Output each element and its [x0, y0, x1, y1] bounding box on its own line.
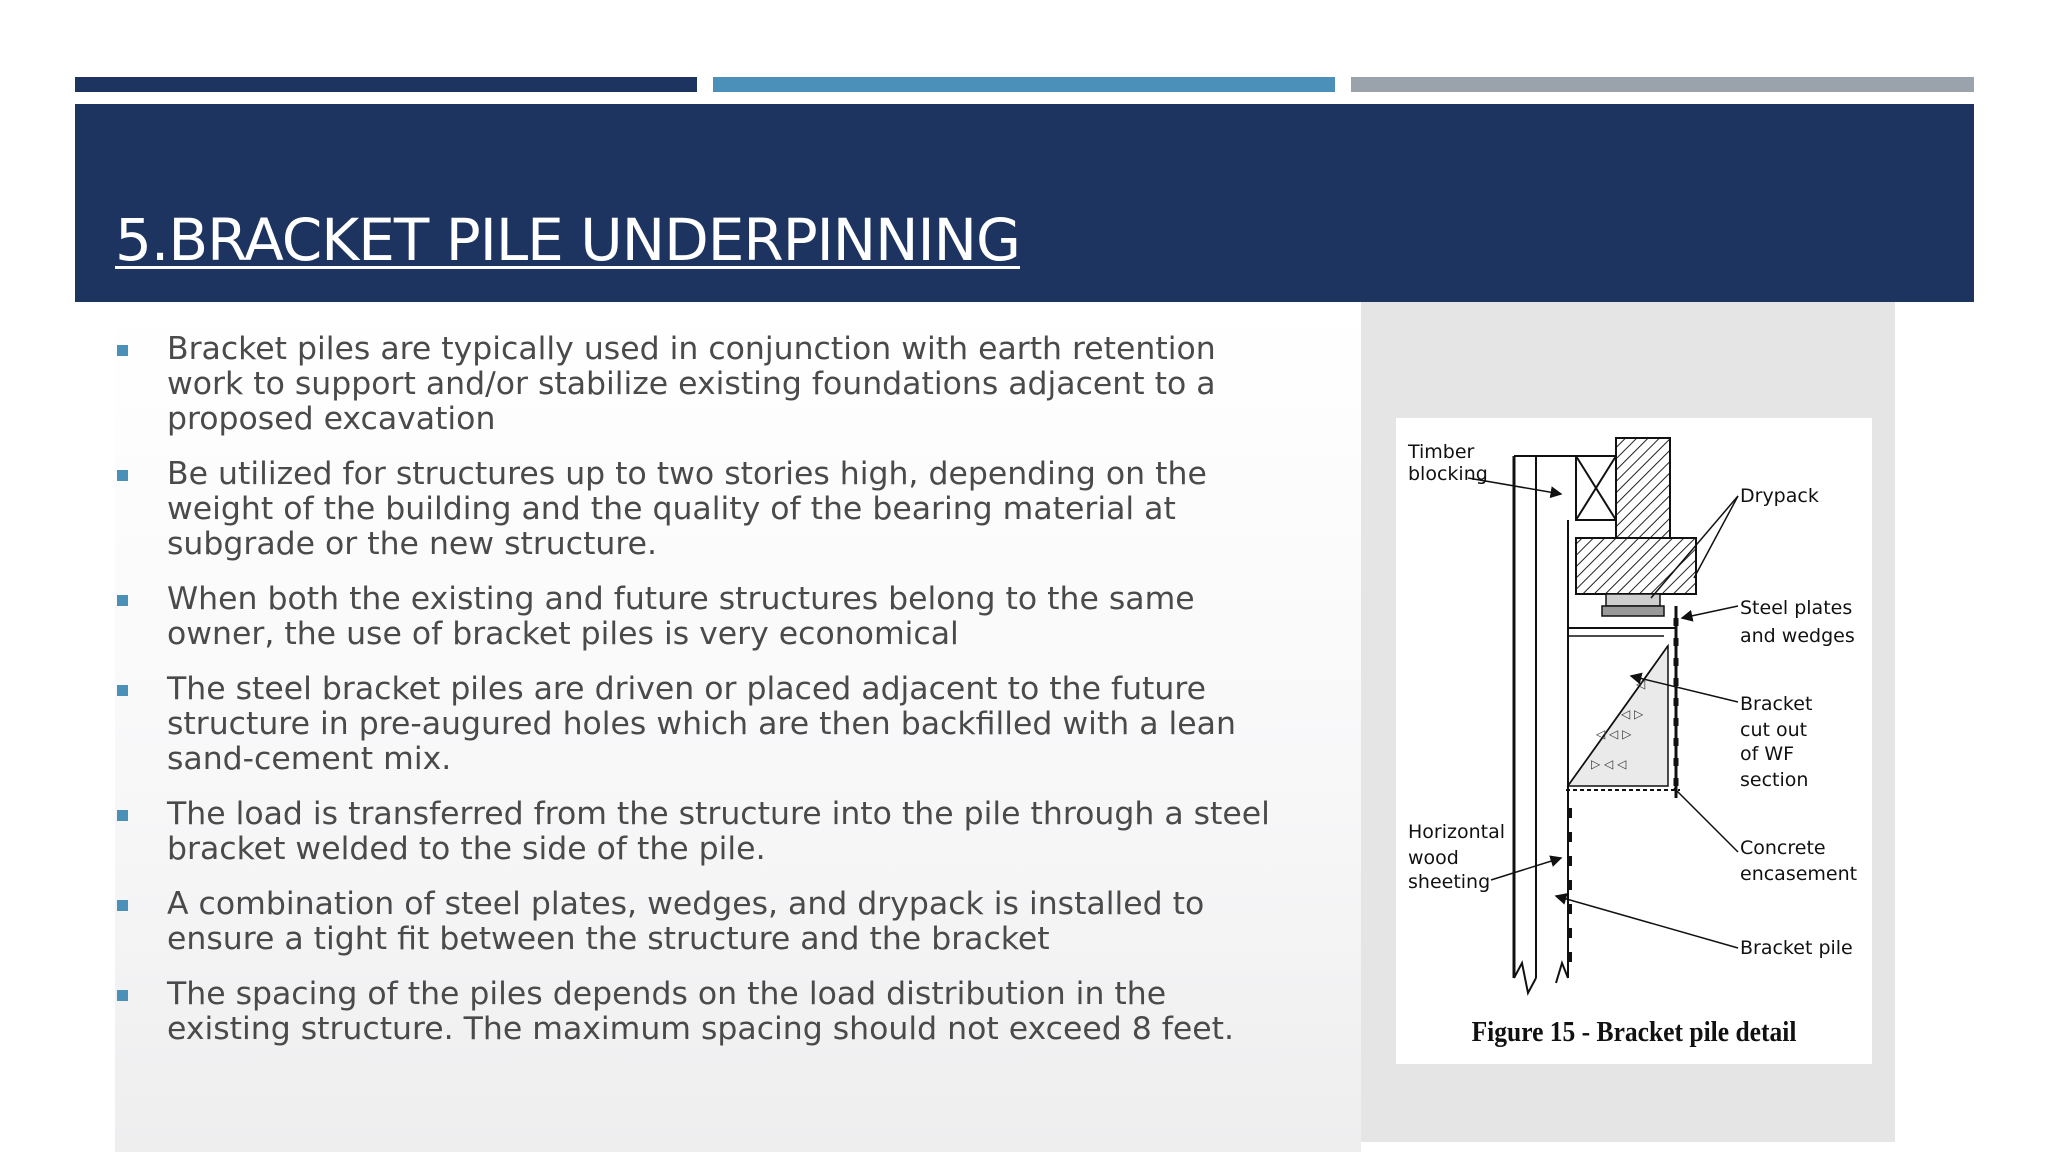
bullet-item [115, 672, 1285, 777]
bracket-pile-diagram [1396, 418, 1872, 1064]
label-bracket: Bracket cut out of WF section [1740, 693, 1813, 791]
bullet-text: Bracket piles are typically used in conjunction with earth retention work to support and/or stabilize existing foundations adjacent to a proposed excavation [167, 331, 1216, 437]
bullet-text: A combination of steel plates, wedges, and drypack is installed to ensure a tight fit between the structure and the bracket [167, 886, 1205, 957]
bullet-list [115, 332, 1285, 1067]
label-bracket-pile: Bracket pile [1740, 937, 1853, 959]
bullet-item [115, 332, 1285, 437]
accent-bar-navy [75, 77, 697, 92]
bullet-text: The load is transferred from the structure into the pile through a steel bracket welded to the side of the pile. [167, 796, 1270, 867]
svg-text:▷ ◁ ◁: ▷ ◁ ◁ [1591, 757, 1627, 771]
svg-text:◁: ◁ [1636, 677, 1646, 691]
bullet-square-icon [117, 685, 128, 696]
bracket-pile-figure [1396, 418, 1872, 1064]
bullet-text: Be utilized for structures up to two stories high, depending on the weight of the building and the quality of the bearing material at subgrade or the new structure. [167, 456, 1207, 562]
bullet-square-icon [117, 595, 128, 606]
label-horizontal-wood-sheeting: Horizontal wood sheeting [1408, 821, 1506, 893]
label-timber-blocking: Timber blocking [1408, 441, 1488, 485]
bullet-text: The spacing of the piles depends on the load distribution in the existing structure. The maximum spacing should not exceed 8 feet. [167, 976, 1235, 1047]
bullet-square-icon [117, 900, 128, 911]
bullet-square-icon [117, 810, 128, 821]
bullet-item [115, 977, 1285, 1047]
bullet-item [115, 797, 1285, 867]
label-concrete-encasement: Concrete encasement [1740, 837, 1858, 885]
bullet-square-icon [117, 990, 128, 1001]
slide-title: 5.BRACKET PILE UNDERPINNING [115, 206, 1020, 274]
bullet-text: The steel bracket piles are driven or placed adjacent to the future structure in pre-augured holes which are then backfilled with a lean sand-cement mix. [167, 671, 1236, 777]
bullet-item [115, 457, 1285, 562]
svg-text:◁ ◁ ▷: ◁ ◁ ▷ [1596, 727, 1632, 741]
bullet-text: When both the existing and future structures belong to the same owner, the use of bracket piles is very economical [167, 581, 1195, 652]
label-drypack: Drypack [1740, 485, 1819, 507]
bullet-item [115, 887, 1285, 957]
label-steel-plates: Steel plates and wedges [1740, 597, 1855, 647]
accent-bar-blue [713, 77, 1335, 92]
bullet-square-icon [117, 345, 128, 356]
bullet-item [115, 582, 1285, 652]
accent-bar-gray [1351, 77, 1974, 92]
bullet-square-icon [117, 470, 128, 481]
figure-panel [1361, 302, 1895, 1142]
title-banner [75, 104, 1974, 302]
figure-caption: Figure 15 - Bracket pile detail [1471, 1016, 1797, 1048]
svg-text:◁ ▷: ◁ ▷ [1621, 707, 1644, 721]
